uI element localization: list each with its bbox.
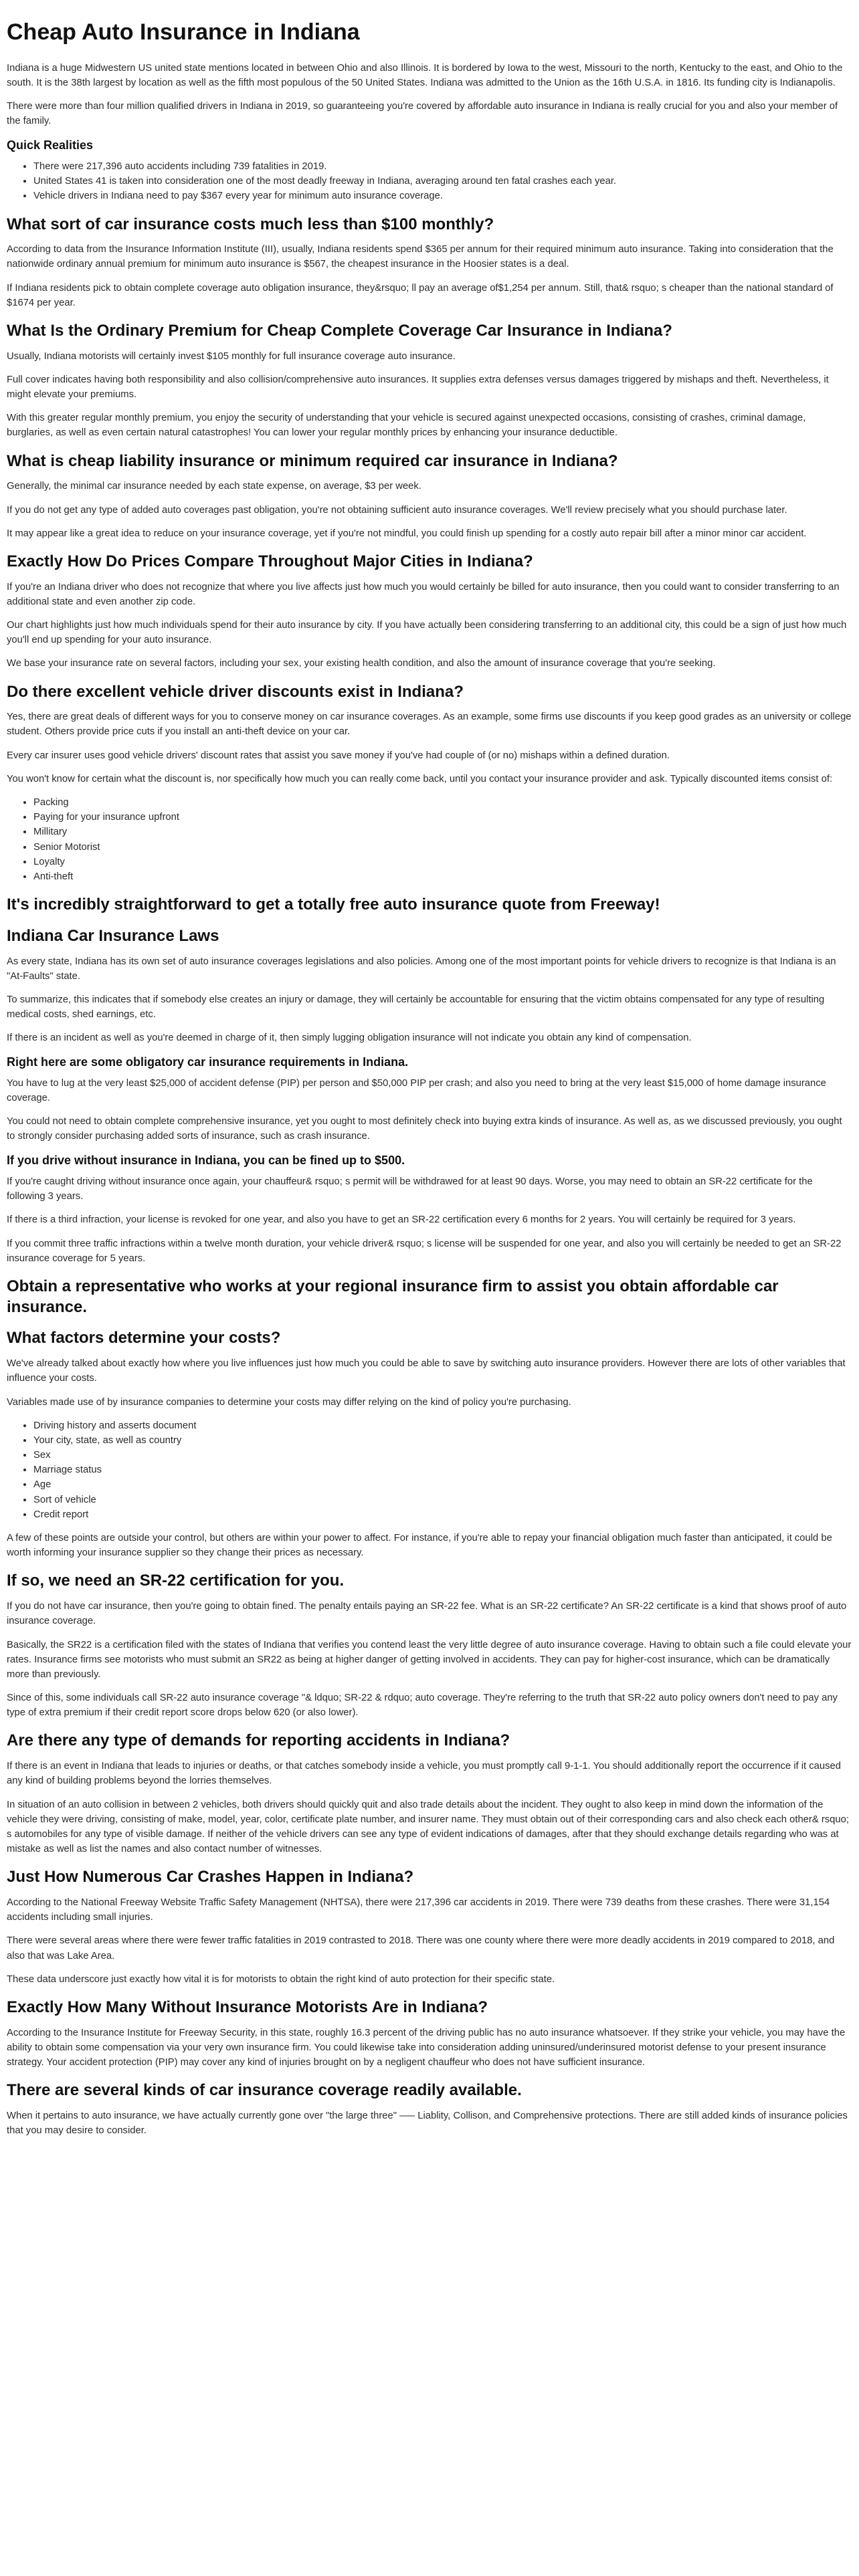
paragraph: Every car insurer uses good vehicle drivers' discount rates that assist you save money if you've had couple of (or no) mishaps within a defined duration.: [7, 750, 670, 761]
section-heading: Do there excellent vehicle driver discounts exist in Indiana?: [7, 682, 464, 701]
list-item: • Sort of vehicle: [33, 1493, 852, 1507]
paragraph: According to the National Freeway Website Traffic Safety Management (NHTSA), there were 217,396 car accidents in 2019. There were 739 deaths from these crashes. There were 31,154 accidents including small injuries.: [7, 1897, 830, 1923]
paragraph: If Indiana residents pick to obtain complete coverage auto obligation insurance, they&rsquo; ll pay an average of$1,254 per annum. Still, that& rsquo; s cheaper than the national standard of $1674 per year.: [7, 282, 834, 308]
paragraph: Our chart highlights just how much individuals spend for their auto insurance by city. If you have actually been considering transferring to an additional city, this could be a sign of just how much you'll end up spending for your auto insurance.: [7, 620, 847, 646]
paragraph: You won't know for certain what the discount is, nor specifically how much you can really come back, until you contact your insurance provider and ask. Typically discounted items consist of:: [7, 773, 833, 784]
list-item: • Anti-theft: [33, 869, 852, 884]
list-item: • Marriage status: [33, 1463, 852, 1477]
paragraph: A few of these points are outside your control, but others are within your power to affect. For instance, if you're able to repay your financial obligation much faster than anticipated, it could be worth informing your insurance supplier so they change their prices as necessary.: [7, 1533, 832, 1559]
section-heading: What is cheap liability insurance or minimum required car insurance in Indiana?: [7, 451, 618, 470]
section-heading: Exactly How Many Without Insurance Motorists Are in Indiana?: [7, 1998, 488, 2016]
section-heading: What factors determine your costs?: [7, 1329, 281, 1348]
paragraph: If there is an incident as well as you're deemed in charge of it, then simply lugging obligation insurance will not indicate you obtain any kind of compensation.: [7, 1033, 692, 1044]
quick-facts-list: [7, 159, 852, 204]
page-title: Cheap Auto Insurance in Indiana: [7, 19, 360, 45]
paragraph: You could not need to obtain complete comprehensive insurance, yet you ought to most definitely check into buying extra kinds of insurance. As well as, as we discussed previously, you ought to strongly consider purchasing added sorts of insurance, such as crash insurance.: [7, 1116, 842, 1142]
section-heading: Are there any type of demands for reporting accidents in Indiana?: [7, 1731, 510, 1750]
paragraph: We've already talked about exactly how where you live influences just how much you could be able to save by switching auto insurance providers. However there are lots of other variables that influence your costs.: [7, 1358, 846, 1384]
factors-list: [7, 1418, 852, 1522]
paragraph: It may appear like a great idea to reduce on your insurance coverage, yet if you're not mindful, you could finish up spending for a costly auto repair bill after a minor minor car accident.: [7, 528, 807, 539]
paragraph: Variables made use of by insurance companies to determine your costs may differ relying on the kind of policy you're purchasing.: [7, 1396, 571, 1408]
paragraph: As every state, Indiana has its own set of auto insurance coverages legislations and also policies. Among one of the most important points for vehicle drivers to recognize is that Indiana is an "At-Faults" state.: [7, 956, 836, 982]
section-heading: Obtain a representative who works at your regional insurance firm to assist you obtain affordable car insurance.: [7, 1277, 779, 1316]
list-item: • United States 41 is taken into consideration one of the most deadly freeway in Indiana, averaging around ten fatal crashes each year.: [33, 174, 852, 189]
paragraph: If you're an Indiana driver who does not recognize that where you live affects just how much you would certainly be billed for auto insurance, then you could want to consider transferring to an additional state and even another zip code.: [7, 581, 840, 607]
paragraph: In situation of an auto collision in between 2 vehicles, both drivers should quickly quit and also trade details about the incident. They ought to also keep in mind down the information of the vehicle they were driving, consisting of make, model, year, color, certificate plate number, and insurer name. They must obtain out of their corresponding cars and also check each other& rsquo; s automobiles for any type of visible damage. If neither of the vehicle drivers can see any type of evident indications of damages, after that they should exchange details regarding who was at mistake as well as list the names and also contact number of witnesses.: [7, 1799, 849, 1855]
paragraph: Full cover indicates having both responsibility and also collision/comprehensive auto insurances. It supplies extra defenses versus damages triggered by mishaps and theft. Nevertheless, it might elevate your premiums.: [7, 374, 829, 401]
list-item: • There were 217,396 auto accidents including 739 fatalities in 2019.: [33, 159, 852, 174]
paragraph: According to data from the Insurance Information Institute (III), usually, Indiana residents spend $365 per annum for their required minimum auto insurance. Taking into consideration that the nationwide ordinary annual premium for minimum auto insurance is $567, the cheapest insurance in the Hoosier states is a deal.: [7, 244, 834, 270]
paragraph: To summarize, this indicates that if somebody else creates an injury or damage, they will certainly be accountable for ensuring that the victim obtains compensated for any type of resulting medical costs, shed earnings, etc.: [7, 994, 825, 1021]
list-item: • Driving history and asserts document: [33, 1418, 852, 1433]
paragraph: With this greater regular monthly premium, you enjoy the security of understanding that your vehicle is secured against unexpected occasions, consisting of crashes, criminal damage, burglaries, as well as even certain natural catastrophes! You can lower your regular monthly prices by enhancing your insurance deductible.: [7, 413, 806, 439]
paragraph: Usually, Indiana motorists will certainly invest $105 monthly for full insurance coverage auto insurance.: [7, 350, 456, 362]
paragraph: If you do not get any type of added auto coverages past obligation, you're not obtaining sufficient auto insurance coverages. We'll review precisely what you should purchase later.: [7, 504, 787, 516]
paragraph: If there is an event in Indiana that leads to injuries or deaths, or that catches somebody inside a vehicle, you must promptly call 9-1-1. You should additionally report the occurrence if it caused any kind of building problems beyond the lorries themselves.: [7, 1761, 841, 1787]
paragraph: If there is a third infraction, your license is revoked for one year, and also you have to get an SR-22 certification every 6 months for 2 years. You will certainly be required for 3 years.: [7, 1214, 796, 1226]
list-item: • Age: [33, 1477, 852, 1492]
list-item: • Credit report: [33, 1507, 852, 1522]
list-item: • Vehicle drivers in Indiana need to pay $367 every year for minimum auto insurance coverage.: [33, 189, 852, 203]
paragraph: If you commit three traffic infractions within a twelve month duration, your vehicle driver& rsquo; s license will be suspended for one year, and also you will certainly be needed to get an SR-22 insurance coverage for 5 years.: [7, 1238, 842, 1264]
paragraph: According to the Insurance Institute for Freeway Security, in this state, roughly 16.3 percent of the driving public has no auto insurance whatsoever. If they strike your vehicle, you may have the ability to obtain some compensation via your very own insurance firm. You could likewise take into consideration adding uninsured/underinsured motorist defense to your present insurance strategy. Your accident protection (PIP) may cover any kind of injuries brought on by a negligent chauffeur who does not have sufficient insurance.: [7, 2027, 846, 2068]
paragraph: Since of this, some individuals call SR-22 auto insurance coverage "& ldquo; SR-22 & rdquo; auto coverage. They're referring to the truth that SR-22 auto policy owners don't need to pay any type of extra premium if their credit report score drops below 620 (or also lower).: [7, 1693, 838, 1719]
list-item: • Packing: [33, 795, 852, 810]
list-item: • Sex: [33, 1448, 852, 1463]
section-heading: Just How Numerous Car Crashes Happen in Indiana?: [7, 1868, 414, 1887]
list-item: • Your city, state, as well as country: [33, 1433, 852, 1448]
list-item: • Senior Motorist: [33, 840, 852, 855]
paragraph: Yes, there are great deals of different ways for you to conserve money on car insurance coverages. As an example, some firms use discounts if you keep good grades as an university or college student. Others provide price cuts if you install an anti-theft device on your car.: [7, 712, 852, 738]
paragraph: Basically, the SR22 is a certification filed with the states of Indiana that verifies you contend least the very little degree of auto insurance coverage. Having to obtain such a file could elevate your rates. Insurance firms see motorists who must submit an SR22 as being at higher danger of getting involved in accidents. They can pay for higher-cost insurance, which can be dramatically more than previously.: [7, 1639, 852, 1680]
discount-list: [7, 795, 852, 884]
list-item: • Paying for your insurance upfront: [33, 810, 852, 825]
paragraph: You have to lug at the very least $25,000 of accident defense (PIP) per person and $50,000 PIP per crash; and also you need to bring at the very least $15,000 of home damage insurance coverage.: [7, 1077, 826, 1104]
section-heading: There are several kinds of car insurance coverage readily available.: [7, 2081, 522, 2100]
section-heading: What Is the Ordinary Premium for Cheap Complete Coverage Car Insurance in Indiana?: [7, 321, 672, 340]
paragraph: If you're caught driving without insurance once again, your chauffeur& rsquo; s permit will be withdrawed for at least 90 days. Worse, you may need to obtain an SR-22 certificate for the following 3 years.: [7, 1176, 813, 1202]
section-heading: Indiana Car Insurance Laws: [7, 926, 219, 945]
paragraph: If you do not have car insurance, then you're going to obtain fined. The penalty entails paying an SR-22 fee. What is an SR-22 certificate? An SR-22 certificate is a kind that shows proof of auto insurance coverage.: [7, 1601, 847, 1627]
paragraph: When it pertains to auto insurance, we have actually currently gone over "the large three" —– Liablity, Collison, and Comprehensive protections. There are still added kinds of insurance policies that you may desire to consider.: [7, 2110, 848, 2137]
section-heading: Exactly How Do Prices Compare Throughout Major Cities in Indiana?: [7, 552, 533, 570]
quick-facts-heading: Quick Realities: [7, 138, 94, 152]
list-item: • Loyalty: [33, 855, 852, 869]
subsection-heading: If you drive without insurance in Indiana, you can be fined up to $500.: [7, 1153, 405, 1167]
subsection-heading: Right here are some obligatory car insurance requirements in Indiana.: [7, 1055, 409, 1069]
section-heading: What sort of car insurance costs much less than $100 monthly?: [7, 215, 494, 233]
paragraph: These data underscore just exactly how vital it is for motorists to obtain the right kind of auto protection for their specific state.: [7, 1973, 555, 1985]
section-heading: It's incredibly straightforward to get a totally free auto insurance quote from Freeway!: [7, 895, 660, 914]
intro-paragraph: Indiana is a huge Midwestern US united state mentions located in between Ohio and also Illinois. It is bordered by Iowa to the west, Missouri to the north, Kentucky to the east, and Ohio to the south. It is the 38th largest by location as well as the fifth most populous of the 50 United States. Indiana was admitted to the Union as the 16th U.S.A. in 1816. Its funding city is Indianapolis.: [7, 62, 843, 88]
section-heading: If so, we need an SR-22 certification for you.: [7, 1572, 345, 1590]
intro-paragraph: There were more than four million qualified drivers in Indiana in 2019, so guaranteeing you're covered by affordable auto insurance in Indiana is really crucial for you and also your member of the family.: [7, 101, 838, 127]
paragraph: There were several areas where there were fewer traffic fatalities in 2019 contrasted to 2018. There was one county where there were more deadly accidents in 2019 compared to 2018, and also that was Lake Area.: [7, 1935, 835, 1961]
list-item: • Millitary: [33, 825, 852, 839]
paragraph: Generally, the minimal car insurance needed by each state expense, on average, $3 per week.: [7, 481, 421, 492]
paragraph: We base your insurance rate on several factors, including your sex, your existing health condition, and also the amount of insurance coverage that you're seeking.: [7, 658, 716, 669]
